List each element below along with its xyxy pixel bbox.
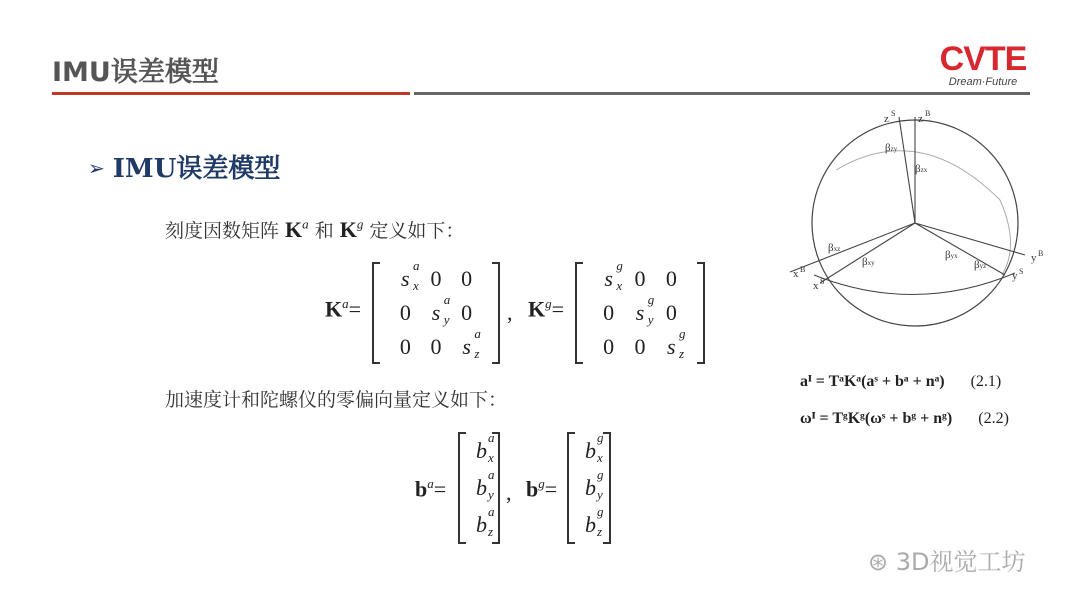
matrix-cell: 0: [399, 300, 411, 325]
matrix-cell: b a y: [476, 466, 495, 502]
svg-text:x: x: [813, 280, 819, 292]
matrix-cell: s g x: [604, 258, 623, 293]
equation-2-1: aᴵ = TᵃKᵃ(aˢ + bᵃ + nᵃ) (2.1): [800, 373, 1002, 390]
kg-label: $K^g=$: [528, 296, 565, 322]
equation-2-2: ωᴵ = TᵍKᵍ(ωˢ + bᵍ + nᵍ) (2.2): [800, 410, 1009, 427]
matrix-cell: 0: [461, 300, 473, 325]
matrix-cell: 0: [430, 266, 442, 291]
xS-axis: [820, 223, 915, 283]
matrix-cell: 0: [665, 266, 677, 291]
svg-text:βzy: βzy: [885, 142, 898, 154]
ba-label: $b^a=$: [415, 476, 447, 502]
ka-label: $K^a=$: [325, 296, 362, 322]
watermark: ⊛ 3D视觉工坊: [868, 548, 1026, 576]
matrix-cell: 0: [634, 334, 646, 359]
svg-text:B: B: [925, 109, 931, 118]
yS-axis: [915, 223, 1005, 275]
title-divider-red: [52, 92, 410, 95]
ka-matrix: [372, 258, 500, 364]
svg-text:βxy: βxy: [862, 256, 875, 268]
svg-text:z: z: [918, 113, 923, 125]
svg-text:y: y: [1012, 270, 1018, 282]
section-heading: [88, 148, 280, 185]
matrix-cell: 0: [665, 300, 677, 325]
svg-text:βyz: βyz: [974, 259, 987, 271]
svg-text:B: B: [1038, 249, 1044, 258]
svg-text:βxz: βxz: [828, 242, 841, 254]
arrow-bullet-icon: ➢: [88, 156, 105, 180]
matrix-cell: b a z: [476, 504, 495, 540]
logo-tagline: Dream·Future: [948, 76, 1018, 88]
matrix-cell: b a x: [476, 429, 495, 465]
ba-vector: [458, 429, 500, 544]
matrix-cell: s a y: [431, 292, 451, 327]
svg-text:βzx: βzx: [915, 163, 928, 175]
matrix-cell: b g z: [585, 504, 604, 540]
svg-text:y: y: [1031, 252, 1037, 264]
misalignment-diagram: [780, 105, 1080, 345]
xB-axis: [790, 223, 915, 272]
svg-text:S: S: [820, 277, 825, 286]
svg-text:x: x: [793, 268, 799, 280]
equator: [814, 273, 1015, 295]
matrix-cell: 0: [430, 334, 442, 359]
matrix-cell: 0: [399, 334, 411, 359]
bg-vector: [567, 429, 611, 544]
matrix-cell: 0: [634, 266, 646, 291]
yB-axis: [915, 223, 1025, 255]
matrix-cell: b g y: [585, 466, 604, 502]
section-heading-text: IMU误差模型: [112, 154, 281, 184]
title-divider-gray: [414, 92, 1030, 95]
logo-brand: CVTE: [939, 40, 1027, 78]
bias-intro-text: 加速度计和陀螺仪的零偏向量定义如下：: [165, 389, 508, 411]
matrix-cell: s a x: [401, 258, 420, 293]
matrix-cell: s g y: [635, 292, 655, 327]
zS-axis: [899, 117, 915, 223]
matrix-cell: 0: [603, 334, 615, 359]
svg-text:S: S: [1019, 267, 1024, 276]
scale-intro-text: 刻度因数矩阵 $K^a$ 和 $K^g$ 定义如下：: [165, 216, 465, 242]
svg-text:S: S: [891, 109, 896, 118]
matrix-cell: s a z: [462, 326, 481, 361]
slide-title: IMU误差模型: [52, 57, 219, 88]
bg-label: $b^g=$: [526, 476, 558, 502]
matrix-cell: b g x: [585, 429, 604, 465]
svg-text:B: B: [800, 265, 806, 274]
svg-text:βyx: βyx: [945, 249, 958, 261]
cvte-logo: [936, 42, 1030, 88]
kg-matrix: [575, 258, 705, 364]
svg-text:z: z: [884, 113, 889, 125]
matrix-cell: s g z: [667, 326, 686, 361]
matrix-cell: 0: [461, 266, 473, 291]
wechat-icon: ⊛: [868, 548, 896, 576]
matrix-cell: 0: [603, 300, 615, 325]
